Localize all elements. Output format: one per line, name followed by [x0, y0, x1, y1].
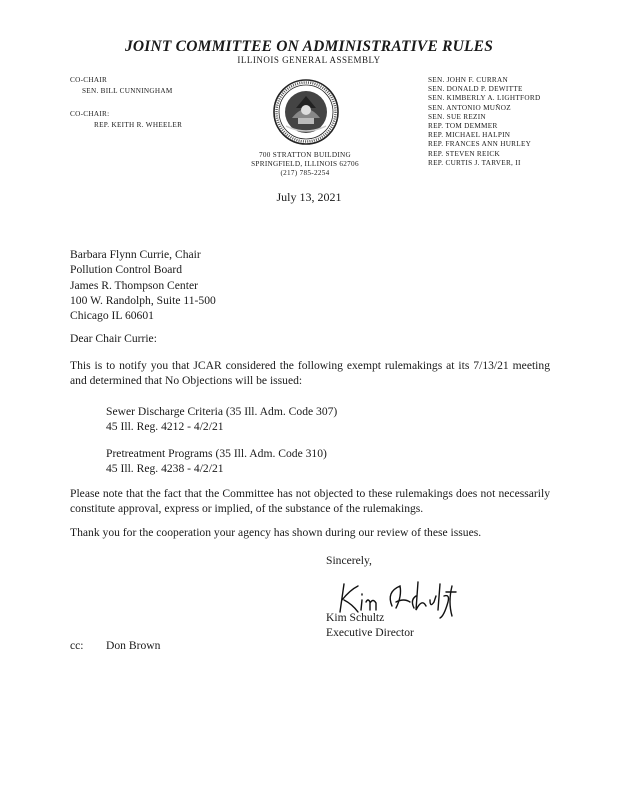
letter-date: July 13, 2021 [276, 190, 342, 204]
disclaimer-paragraph: Please note that the fact that the Committee has not objected to these rulemakings does not necessarily constitute approval, express or implied, of the substance of the rulemakings. [70, 487, 550, 516]
cc-name: Don Brown [106, 639, 161, 652]
member-name: REP. MICHAEL HALPIN [428, 131, 511, 140]
rulemaking-item [106, 404, 337, 435]
committee-title: JOINT COMMITTEE ON ADMINISTRATIVE RULES [124, 38, 494, 55]
rulemaking-item [106, 446, 327, 477]
committee-address [250, 151, 360, 179]
member-name: REP. TOM DEMMER [428, 122, 498, 131]
thank-you-paragraph: Thank you for the cooperation your agency has shown during our review of these issues. [70, 526, 482, 539]
closing: Sincerely, [326, 554, 372, 567]
rulemaking-reg: 45 Ill. Reg. 4238 - 4/2/21 [106, 462, 224, 476]
notice-paragraph: This is to notify you that JCAR considered the following exempt rulemakings at its 7/13/21 meeting and determined that No Objections will be issued: [70, 359, 550, 388]
co-chair-2-name: REP. KEITH R. WHEELER [94, 121, 183, 129]
state-seal-icon [272, 78, 340, 146]
recipient-street: 100 W. Randolph, Suite 11-500 [70, 293, 216, 307]
recipient-building: James R. Thompson Center [70, 278, 198, 292]
member-name: SEN. ANTONIO MUÑOZ [428, 103, 511, 112]
recipient-city: Chicago IL 60601 [70, 309, 154, 323]
rulemaking-name: Pretreatment Programs (35 Ill. Adm. Code 310) [106, 447, 327, 460]
recipient-org: Pollution Control Board [70, 263, 183, 277]
member-name: REP. CURTIS J. TARVER, II [428, 158, 521, 167]
signer-title: Executive Director [326, 626, 414, 640]
address-street: 700 STRATTON BUILDING [258, 151, 351, 159]
co-chair-1-label: CO-CHAIR [70, 76, 108, 84]
signer-name: Kim Schultz [326, 611, 385, 624]
address-phone: (217) 785-2254 [280, 169, 330, 178]
member-name: SEN. JOHN F. CURRAN [428, 76, 509, 84]
salutation: Dear Chair Currie: [70, 332, 157, 345]
cc-label: cc: [70, 639, 84, 652]
member-name: REP. FRANCES ANN HURLEY [428, 140, 532, 149]
member-name: REP. STEVEN REICK [428, 149, 500, 158]
rulemaking-reg: 45 Ill. Reg. 4212 - 4/2/21 [106, 420, 224, 434]
signer-block [326, 610, 414, 641]
recipient-block [70, 247, 216, 323]
rulemaking-name: Sewer Discharge Criteria (35 Ill. Adm. Code 307) [106, 405, 338, 418]
member-name: SEN. SUE REZIN [428, 112, 486, 121]
committee-members-list [428, 76, 540, 168]
member-name: SEN. DONALD P. DEWITTE [428, 85, 523, 94]
recipient-name: Barbara Flynn Currie, Chair [70, 248, 201, 261]
address-city: SPRINGFIELD, ILLINOIS 62706 [251, 160, 359, 169]
member-name: SEN. KIMBERLY A. LIGHTFORD [428, 94, 541, 103]
co-chair-1-name: SEN. BILL CUNNINGHAM [82, 87, 173, 95]
co-chair-2-label: CO-CHAIR: [70, 110, 110, 118]
committee-subtitle: ILLINOIS GENERAL ASSEMBLY [237, 55, 381, 65]
